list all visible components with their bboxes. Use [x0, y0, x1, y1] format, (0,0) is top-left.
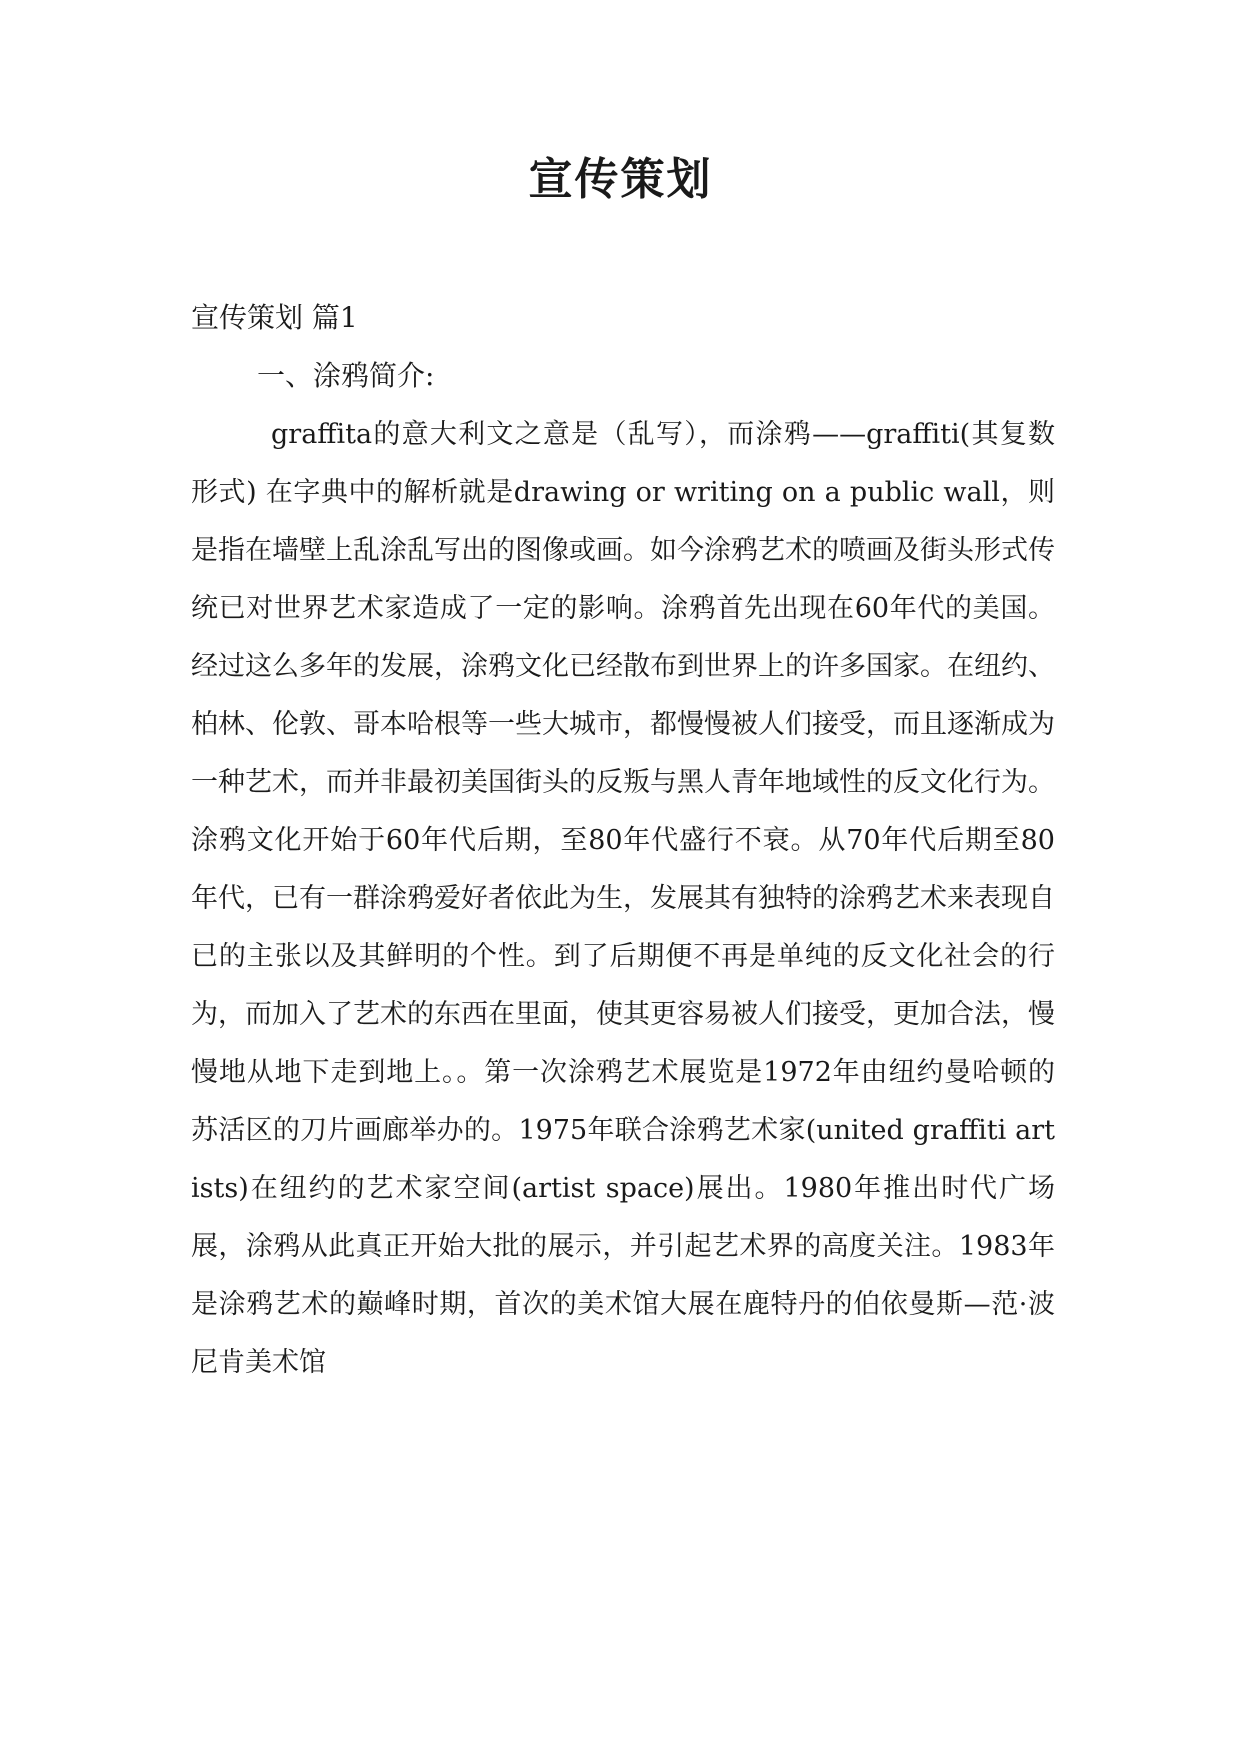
sub-heading: 一、涂鸦简介: — [257, 359, 435, 392]
body-paragraph: graffita的意大利文之意是（乱写），而涂鸦——graffiti(其复数形式) 在字典中的解析就是drawing or writing on a public wall，则是指在墙壁上乱涂乱写出的图像或画。如今涂鸦艺术的喷画及街头形式传统已对世界艺术家造成了一定的影响。涂鸦首先出现在60年代的美国。经过这么多年的发展，涂鸦文化已经散布到世界上的许多国家。在纽约、柏林、伦敦、哥本哈根等一些大城市，都慢慢被人们接受，而且逐渐成为一种艺术，而并非最初美国街头的反叛与黑人青年地域性的反文化行为。涂鸦文化开始于60年代后期，至80年代盛行不衰。从70年代后期至80年代，已有一群涂鸦爱好者依此为生，发展其有独特的涂鸦艺术来表现自已的主张以及其鲜明的个性。到了后期便不再是单纯的反文化社会的行为，而加入了艺术的东西在里面，使其更容易被人们接受，更加合法，慢慢地从地下走到地上。。第一次涂鸦艺术展览是1972年由纽约曼哈顿的苏活区的刀片画廊举办的。1975年联合涂鸦艺术家(united graffiti artists)在纽约的艺术家空间(artist space)展出。1980年推出时代广场展，涂鸦从此真正开始大批的展示，并引起艺术界的高度关注。1983年是涂鸦艺术的巅峰时期，首次的美术馆大展在鹿特丹的伯依曼斯—范·波尼肯美术馆 — [191, 419, 1055, 1378]
section-heading: 宣传策划 篇1 — [191, 301, 358, 334]
document-title: 宣传策划 — [528, 154, 713, 205]
